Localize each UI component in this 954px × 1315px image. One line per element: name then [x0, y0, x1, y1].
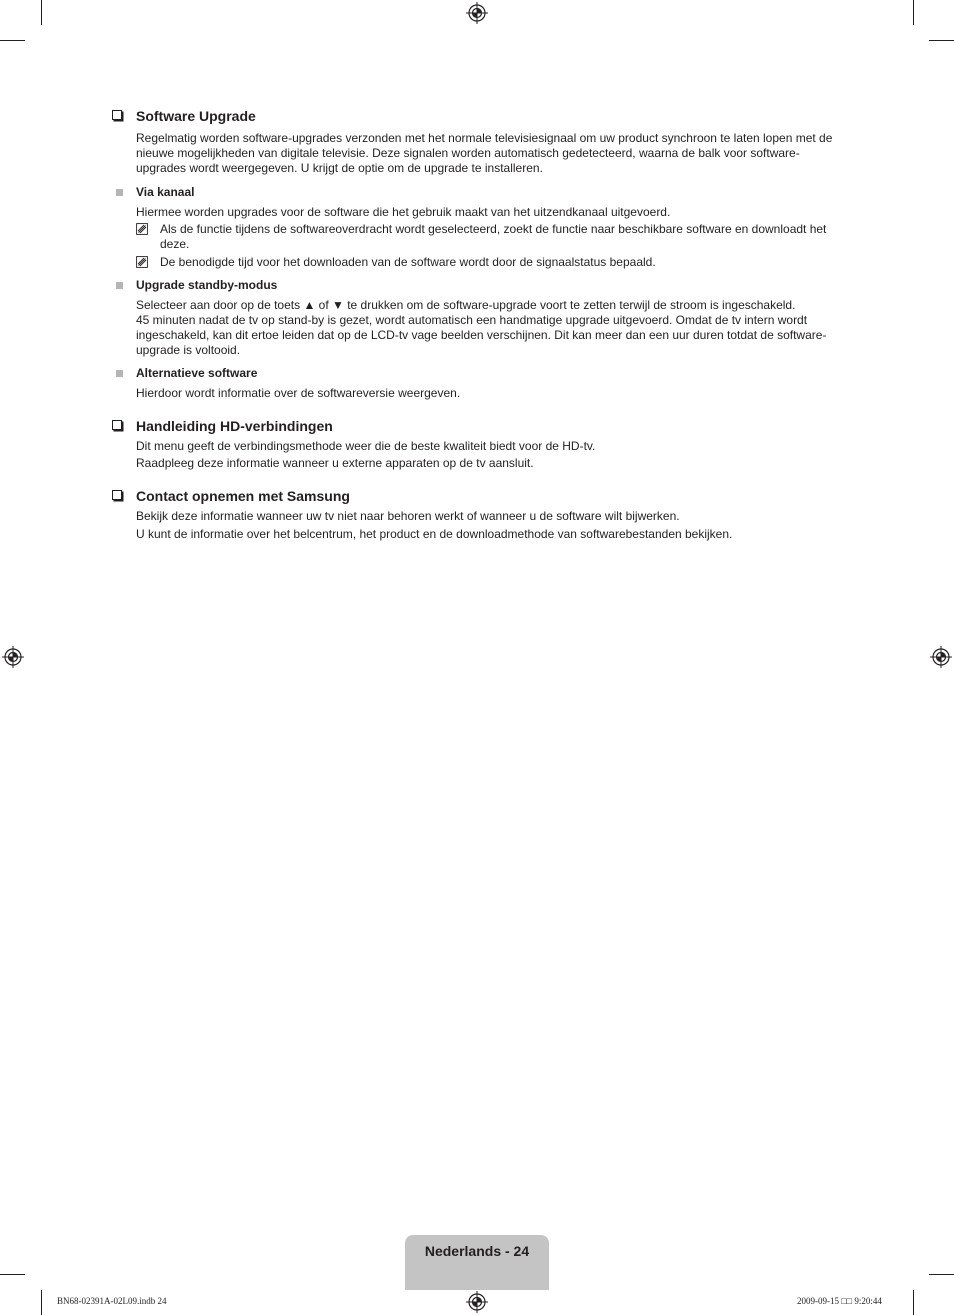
section-heading — [112, 488, 842, 508]
section-text — [136, 509, 842, 542]
checkbox-square-icon — [112, 490, 122, 500]
file-info: BN68-02391A-02L09.indb 24 — [57, 1296, 167, 1306]
section-hd-connections — [112, 418, 842, 471]
paragraph: Hierdoor wordt informatie over de softwareversie weergeven. — [136, 386, 461, 400]
crop-mark — [913, 0, 914, 25]
subsection-title: Upgrade standby-modus — [136, 278, 278, 292]
crop-mark — [0, 40, 25, 41]
checkbox-square-icon — [112, 420, 122, 430]
section-text — [136, 439, 842, 471]
section-title: Handleiding HD-verbindingen — [136, 418, 333, 434]
crop-mark — [929, 40, 954, 41]
paragraph: Raadpleeg deze informatie wanneer u externe apparaten op de tv aansluit. — [136, 456, 534, 470]
section-contact — [112, 488, 842, 542]
registration-mark-icon — [2, 646, 24, 668]
note-text: Als de functie tijdens de softwareoverdracht wordt geselecteerd, zoekt de functie naar beschikbare software en downloadt het deze. — [160, 222, 827, 251]
subsection-text — [136, 386, 842, 401]
registration-mark-icon — [466, 2, 488, 24]
note — [136, 255, 842, 270]
note-pencil-icon — [136, 223, 148, 235]
filled-square-icon — [116, 282, 123, 289]
subsection-title: Via kanaal — [136, 185, 195, 199]
paragraph: Hiermee worden upgrades voor de software die het gebruik maakt van het uitzendkanaal uitgevoerd. — [136, 205, 671, 219]
section-title: Software Upgrade — [136, 108, 256, 124]
filled-square-icon — [116, 370, 123, 377]
registration-mark-icon — [930, 646, 952, 668]
filled-square-icon — [116, 189, 123, 196]
crop-mark — [0, 1274, 25, 1275]
section-title: Contact opnemen met Samsung — [136, 488, 350, 504]
page-content — [112, 108, 842, 542]
page-number-label: Nederlands - 24 — [424, 1243, 530, 1259]
paragraph: Regelmatig worden software-upgrades verzonden met het normale televisiesignaal om uw product synchroon te laten lopen met de nieuwe mogelijkheden van digitale televisie. Deze signalen worden automatisch gedetecteerd, waarna de balk voor software-upgrades wordt weergegeven. U krijgt de optie om de upgrade te installeren. — [136, 131, 833, 175]
crop-mark — [929, 1274, 954, 1275]
subsection-heading-standby — [112, 278, 842, 296]
section-heading — [112, 108, 842, 128]
paragraph: 45 minuten nadat de tv op stand-by is gezet, wordt automatisch een handmatige upgrade uitgevoerd. Omdat de tv intern wordt ingeschakeld, kan dit ertoe leiden dat op de LCD-tv vage beelden verschijnen. Dit kan meer dan een uur duren totdat de software-upgrade is voltooid. — [136, 313, 827, 357]
note-text: De benodigde tijd voor het downloaden van de software wordt door de signaalstatus bepaald. — [160, 255, 656, 269]
subsection-heading-via-kanaal — [112, 185, 842, 203]
section-heading — [112, 418, 842, 438]
paragraph: Selecteer aan door op de toets ▲ of ▼ te drukken om de software-upgrade voort te zetten terwijl de stroom is ingeschakeld. — [136, 298, 796, 312]
section-software-upgrade — [112, 108, 842, 401]
subsection-text — [136, 205, 842, 270]
note — [136, 222, 842, 252]
paragraph: Bekijk deze informatie wanneer uw tv niet naar behoren werkt of wanneer u de software wilt bijwerken. — [136, 509, 680, 523]
section-text — [136, 131, 842, 176]
paragraph: Dit menu geeft de verbindingsmethode weer die de beste kwaliteit biedt voor de HD-tv. — [136, 439, 596, 453]
registration-mark-icon — [466, 1291, 488, 1313]
subsection-text — [136, 298, 842, 358]
paragraph: U kunt de informatie over het belcentrum, het product en de downloadmethode van softwarebestanden bekijken. — [136, 527, 733, 541]
crop-mark — [41, 0, 42, 25]
crop-mark — [913, 1290, 914, 1315]
note-pencil-icon — [136, 256, 148, 268]
page-number-tab — [405, 1235, 549, 1290]
subsection-title: Alternatieve software — [136, 366, 258, 380]
subsection-heading-alternative — [112, 366, 842, 384]
crop-mark — [41, 1290, 42, 1315]
checkbox-square-icon — [112, 110, 122, 120]
print-timestamp: 2009-09-15 □□ 9:20:44 — [797, 1296, 882, 1306]
